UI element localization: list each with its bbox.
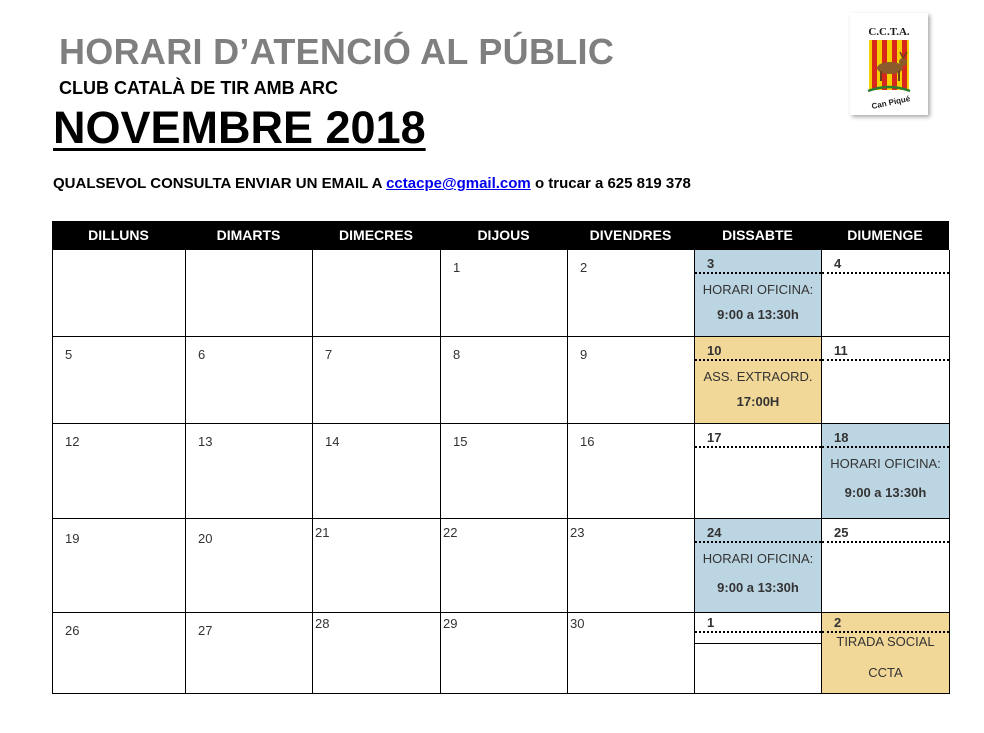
email-link[interactable]: cctacpe@gmail.com: [386, 175, 531, 192]
calendar-grid: [52, 249, 949, 694]
logo-bottom-text: Can Piqué: [870, 94, 911, 111]
weekday-sunday: DIUMENGE: [847, 227, 923, 243]
office-hours-time: 9:00 a 13:30h: [717, 307, 799, 322]
day-number: 7: [325, 347, 333, 362]
day-number: 14: [325, 434, 340, 449]
day-number: 10: [695, 343, 821, 361]
day-cell: [313, 337, 441, 424]
office-hours-label: HORARI OFICINA:: [830, 456, 941, 471]
sunday-cell-event: [822, 613, 950, 694]
contact-prefix: QUALSEVOL CONSULTA ENVIAR UN EMAIL A: [53, 175, 382, 192]
day-cell: [186, 613, 313, 694]
day-cell: [568, 613, 695, 694]
week-row-5: [53, 613, 949, 694]
day-number: 2: [580, 260, 588, 275]
contact-phone: o trucar a 625 819 378: [534, 175, 691, 192]
saturday-cell-office-hours: [695, 250, 822, 337]
event-time: 17:00H: [736, 394, 780, 409]
day-number: 4: [822, 256, 949, 274]
day-cell: [53, 519, 186, 613]
calendar: [52, 221, 949, 694]
day-number: 11: [822, 343, 949, 361]
day-number: 15: [453, 434, 468, 449]
day-cell: [441, 613, 568, 694]
day-number: 1: [695, 615, 821, 633]
club-name: CLUB CATALÀ DE TIR AMB ARC: [59, 78, 338, 98]
contact-line: [53, 175, 691, 192]
day-number: 20: [198, 531, 213, 546]
office-hours-label: HORARI OFICINA:: [702, 551, 814, 566]
event-label: ASS. EXTRAORD.: [703, 369, 813, 384]
day-number: 29: [443, 616, 458, 631]
day-cell: [441, 250, 568, 337]
day-number: 19: [65, 531, 80, 546]
event-detail: CCTA: [868, 665, 903, 680]
sunday-cell: [822, 519, 950, 613]
day-number: 30: [570, 616, 585, 631]
weekday-thursday: DIJOUS: [477, 227, 530, 243]
day-cell: [53, 613, 186, 694]
day-number: 26: [65, 623, 80, 638]
day-cell: [441, 519, 568, 613]
weekday-monday: DILLUNS: [88, 227, 149, 243]
page-title: HORARI D’ATENCIÓ AL PÚBLIC: [59, 31, 615, 72]
day-cell: [53, 424, 186, 519]
day-cell: [186, 337, 313, 424]
day-cell: [441, 424, 568, 519]
day-cell: [568, 250, 695, 337]
day-cell: [568, 337, 695, 424]
weekday-tuesday: DIMARTS: [216, 227, 281, 243]
day-number: 18: [822, 430, 949, 448]
day-number: 17: [695, 430, 821, 448]
day-cell: [313, 519, 441, 613]
day-cell: [441, 337, 568, 424]
day-cell: [313, 250, 441, 337]
day-cell: [568, 519, 695, 613]
day-number: 8: [453, 347, 461, 362]
office-hours-time: 9:00 a 13:30h: [717, 580, 799, 595]
week-row-3: [53, 424, 949, 519]
day-number: 12: [65, 434, 80, 449]
day-number: 6: [198, 347, 206, 362]
day-number: 16: [580, 434, 595, 449]
sunday-cell: [822, 250, 950, 337]
week-row-4: [53, 519, 949, 613]
day-cell: [186, 519, 313, 613]
event-label: TIRADA SOCIAL: [836, 634, 935, 649]
day-cell: [568, 424, 695, 519]
day-number: 27: [198, 623, 213, 638]
weekday-saturday: DISSABTE: [722, 227, 793, 243]
day-cell: [53, 337, 186, 424]
cell-divider: [695, 633, 821, 644]
day-number: 24: [695, 525, 821, 543]
day-cell: [186, 424, 313, 519]
week-row-1: [53, 250, 949, 337]
saturday-cell: [695, 424, 822, 519]
office-hours-label: HORARI OFICINA:: [702, 282, 814, 297]
day-cell: [313, 424, 441, 519]
day-number: 25: [822, 525, 949, 543]
month-heading: NOVEMBRE 2018: [53, 102, 426, 153]
saturday-cell: [695, 613, 822, 694]
day-number: 21: [315, 525, 330, 540]
day-number: 3: [695, 256, 821, 274]
day-number: 23: [570, 525, 585, 540]
saturday-cell-event: [695, 337, 822, 424]
week-row-2: [53, 337, 949, 424]
day-number: 28: [315, 616, 330, 631]
day-number: 9: [580, 347, 588, 362]
day-number: 5: [65, 347, 73, 362]
logo-top-text: C.C.T.A.: [868, 26, 910, 38]
sunday-cell: [822, 337, 950, 424]
day-number: 1: [453, 260, 461, 275]
weekday-header: [52, 221, 949, 249]
weekday-wednesday: DIMECRES: [339, 227, 413, 243]
weekday-friday: DIVENDRES: [589, 227, 672, 243]
office-hours-time: 9:00 a 13:30h: [844, 485, 927, 500]
day-cell: [186, 250, 313, 337]
day-number: 13: [198, 434, 213, 449]
day-number: 22: [443, 525, 458, 540]
sunday-cell-office-hours: [822, 424, 950, 519]
day-number: 2: [822, 615, 949, 633]
day-cell: [313, 613, 441, 694]
day-cell: [53, 250, 186, 337]
club-logo: [850, 13, 928, 115]
saturday-cell-office-hours: [695, 519, 822, 613]
